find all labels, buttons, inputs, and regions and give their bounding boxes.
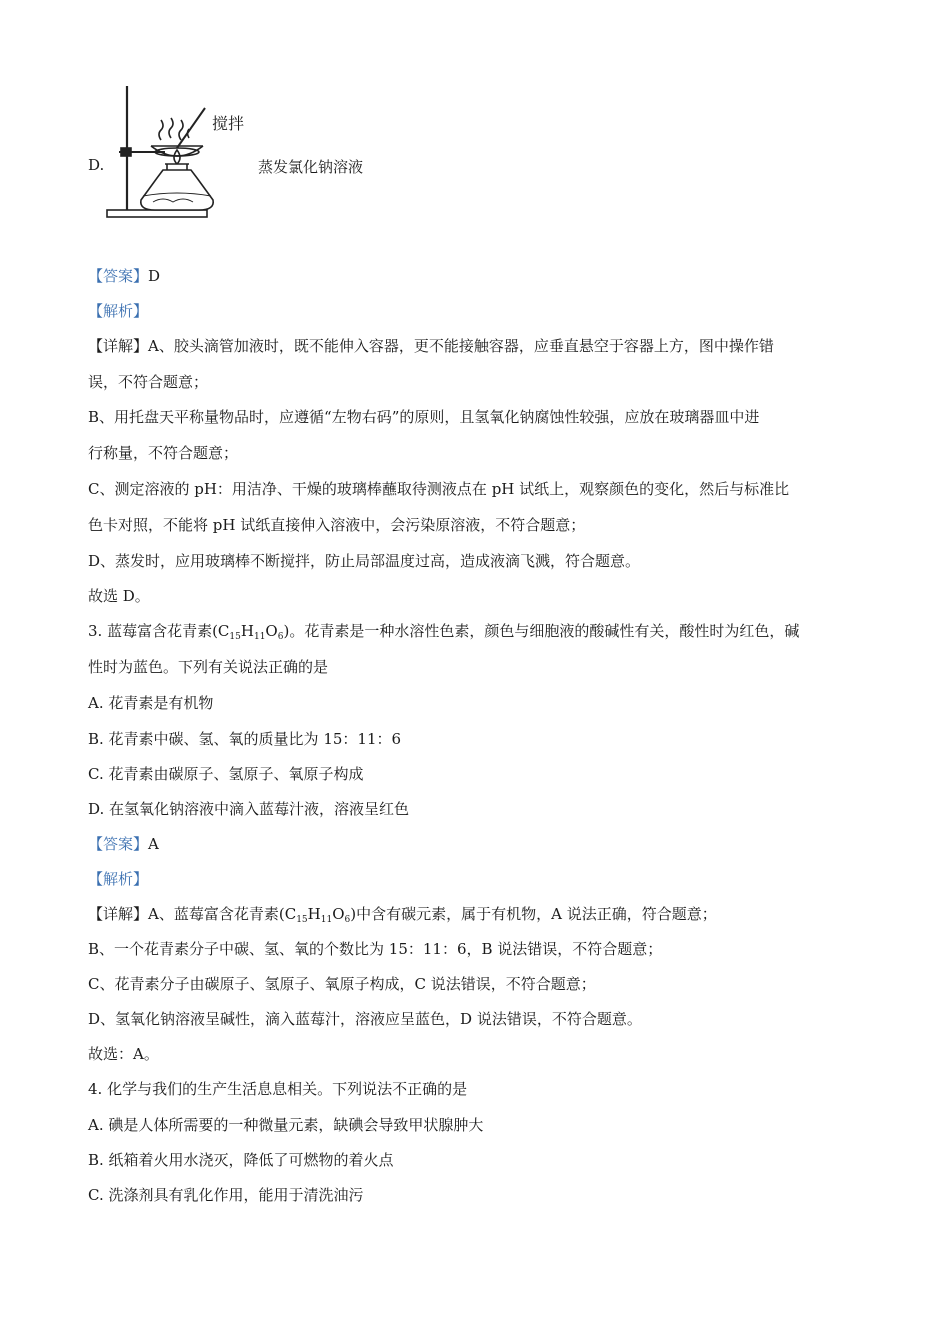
question-stem: 4. 化学与我们的生产生活息息相关。下列说法不正确的是 bbox=[88, 1080, 468, 1098]
analysis-tag: 【解析】 bbox=[88, 302, 149, 320]
option-a: A. 碘是人体所需要的一种微量元素，缺碘会导致甲状腺肿大 bbox=[88, 1116, 484, 1134]
detail-line: D、氢氧化钠溶液呈碱性，滴入蓝莓汁，溶液应呈蓝色，D 说法错误，不符合题意。 bbox=[88, 1010, 642, 1028]
detail-line: 行称量，不符合题意； bbox=[88, 444, 239, 462]
option-b: B. 花青素中碳、氢、氧的质量比为 15：11：6 bbox=[88, 730, 402, 748]
answer-tag: 【答案】 bbox=[88, 267, 149, 285]
detail-line: 误，不符合题意； bbox=[88, 373, 209, 391]
detail-line: 色卡对照，不能将 pH 试纸直接伸入溶液中，会污染原溶液，不符合题意； bbox=[88, 516, 586, 534]
detail-tag: 【详解】 bbox=[88, 905, 149, 923]
detail-line bbox=[88, 336, 774, 356]
answer-value: D bbox=[148, 267, 161, 285]
detail-line: B、一个花青素分子中碳、氢、氧的个数比为 15：11：6，B 说法错误，不符合题意； bbox=[88, 940, 663, 958]
analysis-tag: 【解析】 bbox=[88, 870, 149, 888]
question-stem-cont: 性时为蓝色。下列有关说法正确的是 bbox=[88, 658, 329, 676]
answer-line bbox=[88, 834, 159, 854]
option-c: C. 洗涤剂具有乳化作用，能用于清洗油污 bbox=[88, 1186, 364, 1204]
detail-tag: 【详解】 bbox=[88, 337, 149, 355]
detail-line: B、用托盘天平称量物品时，应遵循“左物右码”的原则，且氢氧化钠腐蚀性较强，应放在玻璃器皿中进 bbox=[88, 408, 760, 426]
option-a: A. 花青素是有机物 bbox=[88, 694, 214, 712]
detail-line: 【详解】A、蓝莓富含花青素$(C_{15}H_{11}O_6)$中含有碳元素，属于有机物，A 说法正确，符合题意； bbox=[88, 905, 717, 925]
option-d-label: D. bbox=[88, 156, 105, 174]
answer-value: A bbox=[148, 835, 159, 853]
detail-line: D、蒸发时，应用玻璃棒不断搅拌，防止局部温度过高，造成液滴飞溅，符合题意。 bbox=[88, 552, 641, 570]
option-b: B. 纸箱着火用水浇灭，降低了可燃物的着火点 bbox=[88, 1151, 394, 1169]
conclusion-line: 故选：A。 bbox=[88, 1045, 159, 1063]
stir-label: 搅拌 bbox=[212, 114, 245, 133]
detail-line: C、花青素分子由碳原子、氢原子、氧原子构成，C 说法错误，不符合题意； bbox=[88, 975, 596, 993]
evaporation-apparatus-figure bbox=[105, 78, 255, 224]
figure-caption: 蒸发氯化钠溶液 bbox=[258, 158, 364, 176]
conclusion-line: 故选 D。 bbox=[88, 587, 150, 605]
detail-line: C、测定溶液的 pH：用洁净、干燥的玻璃棒蘸取待测液点在 pH 试纸上，观察颜色的变化，然后与标准比 bbox=[88, 480, 790, 498]
option-c: C. 花青素由碳原子、氢原子、氧原子构成 bbox=[88, 765, 364, 783]
detail-text: A、胶头滴管加液时，既不能伸入容器，更不能接触容器，应垂直悬空于容器上方，图中操作错 bbox=[148, 337, 774, 355]
question-stem: 3. 蓝莓富含花青素$(C_{15}H_{11}O_6)$。花青素是一种水溶性色素，颜色与细胞液的酸碱性有关，酸性时为红色，碱 bbox=[88, 622, 800, 642]
answer-line bbox=[88, 266, 160, 286]
answer-tag: 【答案】 bbox=[88, 835, 149, 853]
option-d: D. 在氢氧化钠溶液中滴入蓝莓汁液，溶液呈红色 bbox=[88, 800, 410, 818]
